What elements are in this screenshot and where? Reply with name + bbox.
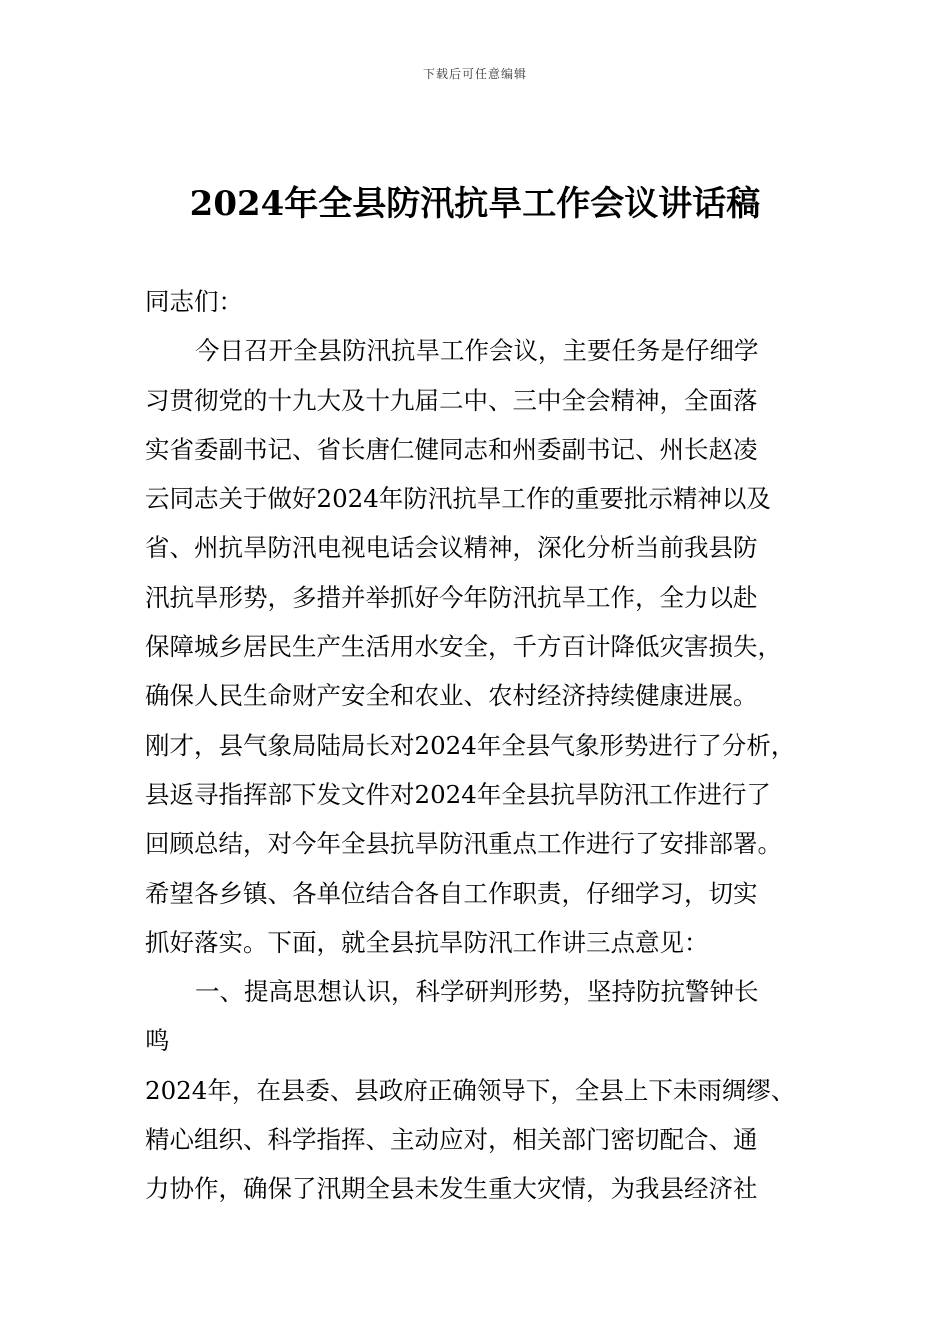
body-line: 今日召开全县防汛抗旱工作会议，主要任务是仔细学 [195, 336, 759, 366]
header-note: 下载后可任意编辑 [422, 67, 527, 81]
body-line: 抓好落实。下面，就全县抗旱防汛工作讲三点意见： [145, 927, 709, 957]
body-line: 刚才，县气象局陆局长对2024年全县气象形势进行了分析， [145, 730, 796, 760]
body-line: 确保人民生命财产安全和农业、农村经济持续健康进展。 [145, 681, 758, 711]
section-heading: 一、提高思想认识，科学研判形势，坚持防抗警钟长 [195, 977, 759, 1007]
body-line: 省、州抗旱防汛电视电话会议精神，深化分析当前我县防 [145, 533, 758, 563]
body-line: 同志们： [145, 287, 243, 316]
body-line: 云同志关于做好2024年防汛抗旱工作的重要批示精神以及 [145, 484, 771, 514]
body-line: 希望各乡镇、各单位结合各自工作职责，仔细学习，切实 [145, 878, 758, 908]
document-body [145, 281, 817, 1218]
body-line: 县返寻指挥部下发文件对2024年全县抗旱防汛工作进行了 [145, 779, 771, 809]
section-heading-continued: 鸣 [145, 1026, 170, 1056]
body-line: 2024年，在县委、县政府正确领导下，全县上下未雨绸缪、 [145, 1075, 796, 1105]
body-line: 保障城乡居民生产生活用水安全，千方百计降低灾害损失， [145, 632, 782, 662]
body-line: 实省委副书记、省长唐仁健同志和州委副书记、州长赵凌 [145, 434, 758, 464]
body-line: 精心组织、科学指挥、主动应对，相关部门密切配合、通 [145, 1125, 758, 1155]
body-line: 汛抗旱形势，多措并举抓好今年防汛抗旱工作，全力以赴 [145, 582, 758, 612]
body-line: 回顾总结，对今年全县抗旱防汛重点工作进行了安排部署。 [145, 829, 782, 859]
document-title: 2024年全县防汛抗旱工作会议讲话稿 [189, 184, 761, 224]
body-line: 习贯彻党的十九大及十九届二中、三中全会精神，全面落 [145, 385, 758, 415]
body-line: 力协作，确保了汛期全县未发生重大灾情，为我县经济社 [145, 1174, 758, 1204]
